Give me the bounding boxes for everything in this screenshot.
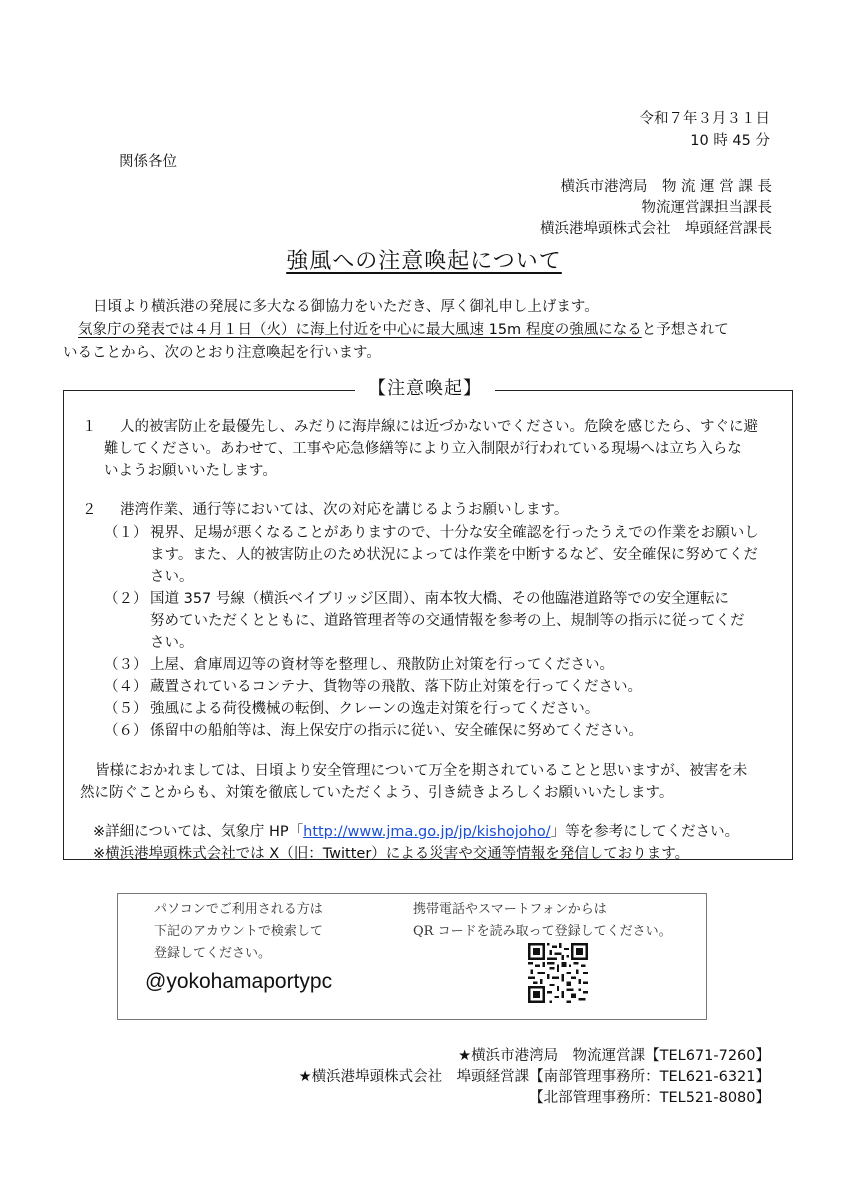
mobile-line-2: QR コードを読み取って登録してください。 (413, 924, 672, 939)
sub-2-line-1: 国道 357 号線（横浜ベイブリッジ区間）、南本牧大橋、その他臨港道路等での安全運転に (150, 591, 730, 607)
date: 令和７年３月３１日 (639, 111, 770, 127)
note-1-pre: ※詳細については、気象庁 HP「 (93, 824, 304, 840)
sub-6-line-1: 係留中の船舶等は、海上保安庁の指示に従い、安全確保に努めてください。 (150, 723, 643, 739)
intro-line-2-underlined: 気象庁の発表では４月１日（火）に海上付近を中心に最大風速 15m 程度の強風になる (78, 322, 642, 338)
sender-2: 物流運営課担当課長 (641, 200, 772, 216)
intro-line-3: いることから、次のとおり注意喚起を行います。 (63, 345, 381, 361)
item-2-number: ２ (82, 502, 97, 518)
contact-south-office: ★横浜港埠頭株式会社 埠頭経営課【南部管理事務所：TEL621-6321】 (298, 1069, 770, 1085)
sub-6-label: （６） (104, 723, 148, 739)
account-handle[interactable]: @yokohamaportypc (145, 970, 333, 993)
sub-2-label: （２） (104, 591, 148, 607)
sub-1-line-1: 視界、足場が悪くなることがありますので、十分な安全確認を行ったうえでの作業をお願いし (150, 525, 759, 541)
intro-line-1: 日頃より横浜港の発展に多大なる御協力をいただき、厚く御礼申し上げます。 (93, 299, 599, 315)
intro-line-2 (78, 318, 729, 339)
item-1-line-3: いようお願いいたします。 (104, 463, 277, 479)
item-1-line-2: 難してください。あわせて、工事や応急修繕等により立入制限が行われている現場へは立ち入らな (104, 441, 742, 457)
recipients: 関係各位 (119, 154, 177, 170)
pc-line-2: 下記のアカウントで検索して (154, 924, 323, 939)
sender-3: 横浜港埠頭株式会社 埠頭経営課長 (540, 221, 772, 237)
sub-4-label: （４） (104, 679, 148, 695)
item-1-line-1: 人的被害防止を最優先し、みだりに海岸線には近づかないでください。危険を感じたら、すぐに避 (120, 419, 758, 435)
alert-heading: 【注意喚起】 (355, 374, 495, 400)
page-title: 強風への注意喚起について (286, 249, 562, 274)
sub-5-label: （５） (104, 701, 148, 717)
intro-line-2-rest: と予想されて (641, 322, 729, 338)
closing-line-1: 皆様におかれましては、日頃より安全管理について万全を期されていることと思いますが、被害を未 (95, 763, 748, 779)
contact-port-bureau: ★横浜市港湾局 物流運営課【TEL671-7260】 (458, 1048, 770, 1064)
sub-3-label: （３） (104, 657, 148, 673)
sub-2-line-3: さい。 (150, 635, 194, 651)
sub-5-line-1: 強風による荷役機械の転倒、クレーンの逸走対策を行ってください。 (150, 701, 600, 717)
sender-1: 横浜市港湾局 物 流 運 営 課 長 (560, 179, 772, 195)
closing-line-2: 然に防ぐことからも、対策を徹底していただくよう、引き続きよろしくお願いいたします。 (80, 785, 674, 801)
sub-1-line-3: さい。 (150, 569, 194, 585)
contact-north-office: 【北部管理事務所：TEL521-8080】 (529, 1090, 770, 1106)
note-1 (93, 820, 739, 841)
qr-code-icon[interactable] (528, 943, 588, 1003)
sub-1-line-2: ます。また、人的被害防止のため状況によっては作業を中断するなど、安全確保に努めてくだ (150, 547, 758, 563)
note-1-post: 」等を参考にしてください。 (550, 824, 740, 840)
pc-line-1: パソコンでご利用される方は (154, 902, 323, 917)
sub-1-label: （１） (104, 525, 148, 541)
sub-4-line-1: 蔵置されているコンテナ、貨物等の飛散、落下防止対策を行ってください。 (150, 679, 642, 695)
time: 10 時 45 分 (690, 133, 770, 149)
sub-3-line-1: 上屋、倉庫周辺等の資材等を整理し、飛散防止対策を行ってください。 (150, 657, 614, 673)
jma-link[interactable]: http://www.jma.go.jp/jp/kishojoho/ (303, 824, 551, 840)
item-2-text: 港湾作業、通行等においては、次の対応を講じるようお願いします。 (120, 502, 569, 518)
mobile-line-1: 携帯電話やスマートフォンからは (413, 902, 607, 917)
note-2: ※横浜港埠頭株式会社では X（旧：Twitter）による災害や交通等情報を発信しております。 (93, 846, 690, 862)
pc-line-3: 登録してください。 (154, 946, 272, 961)
sub-2-line-2: 努めていただくとともに、道路管理者等の交通情報を参考の上、規制等の指示に従ってくだ (150, 613, 745, 629)
item-1-number: １ (82, 419, 97, 435)
